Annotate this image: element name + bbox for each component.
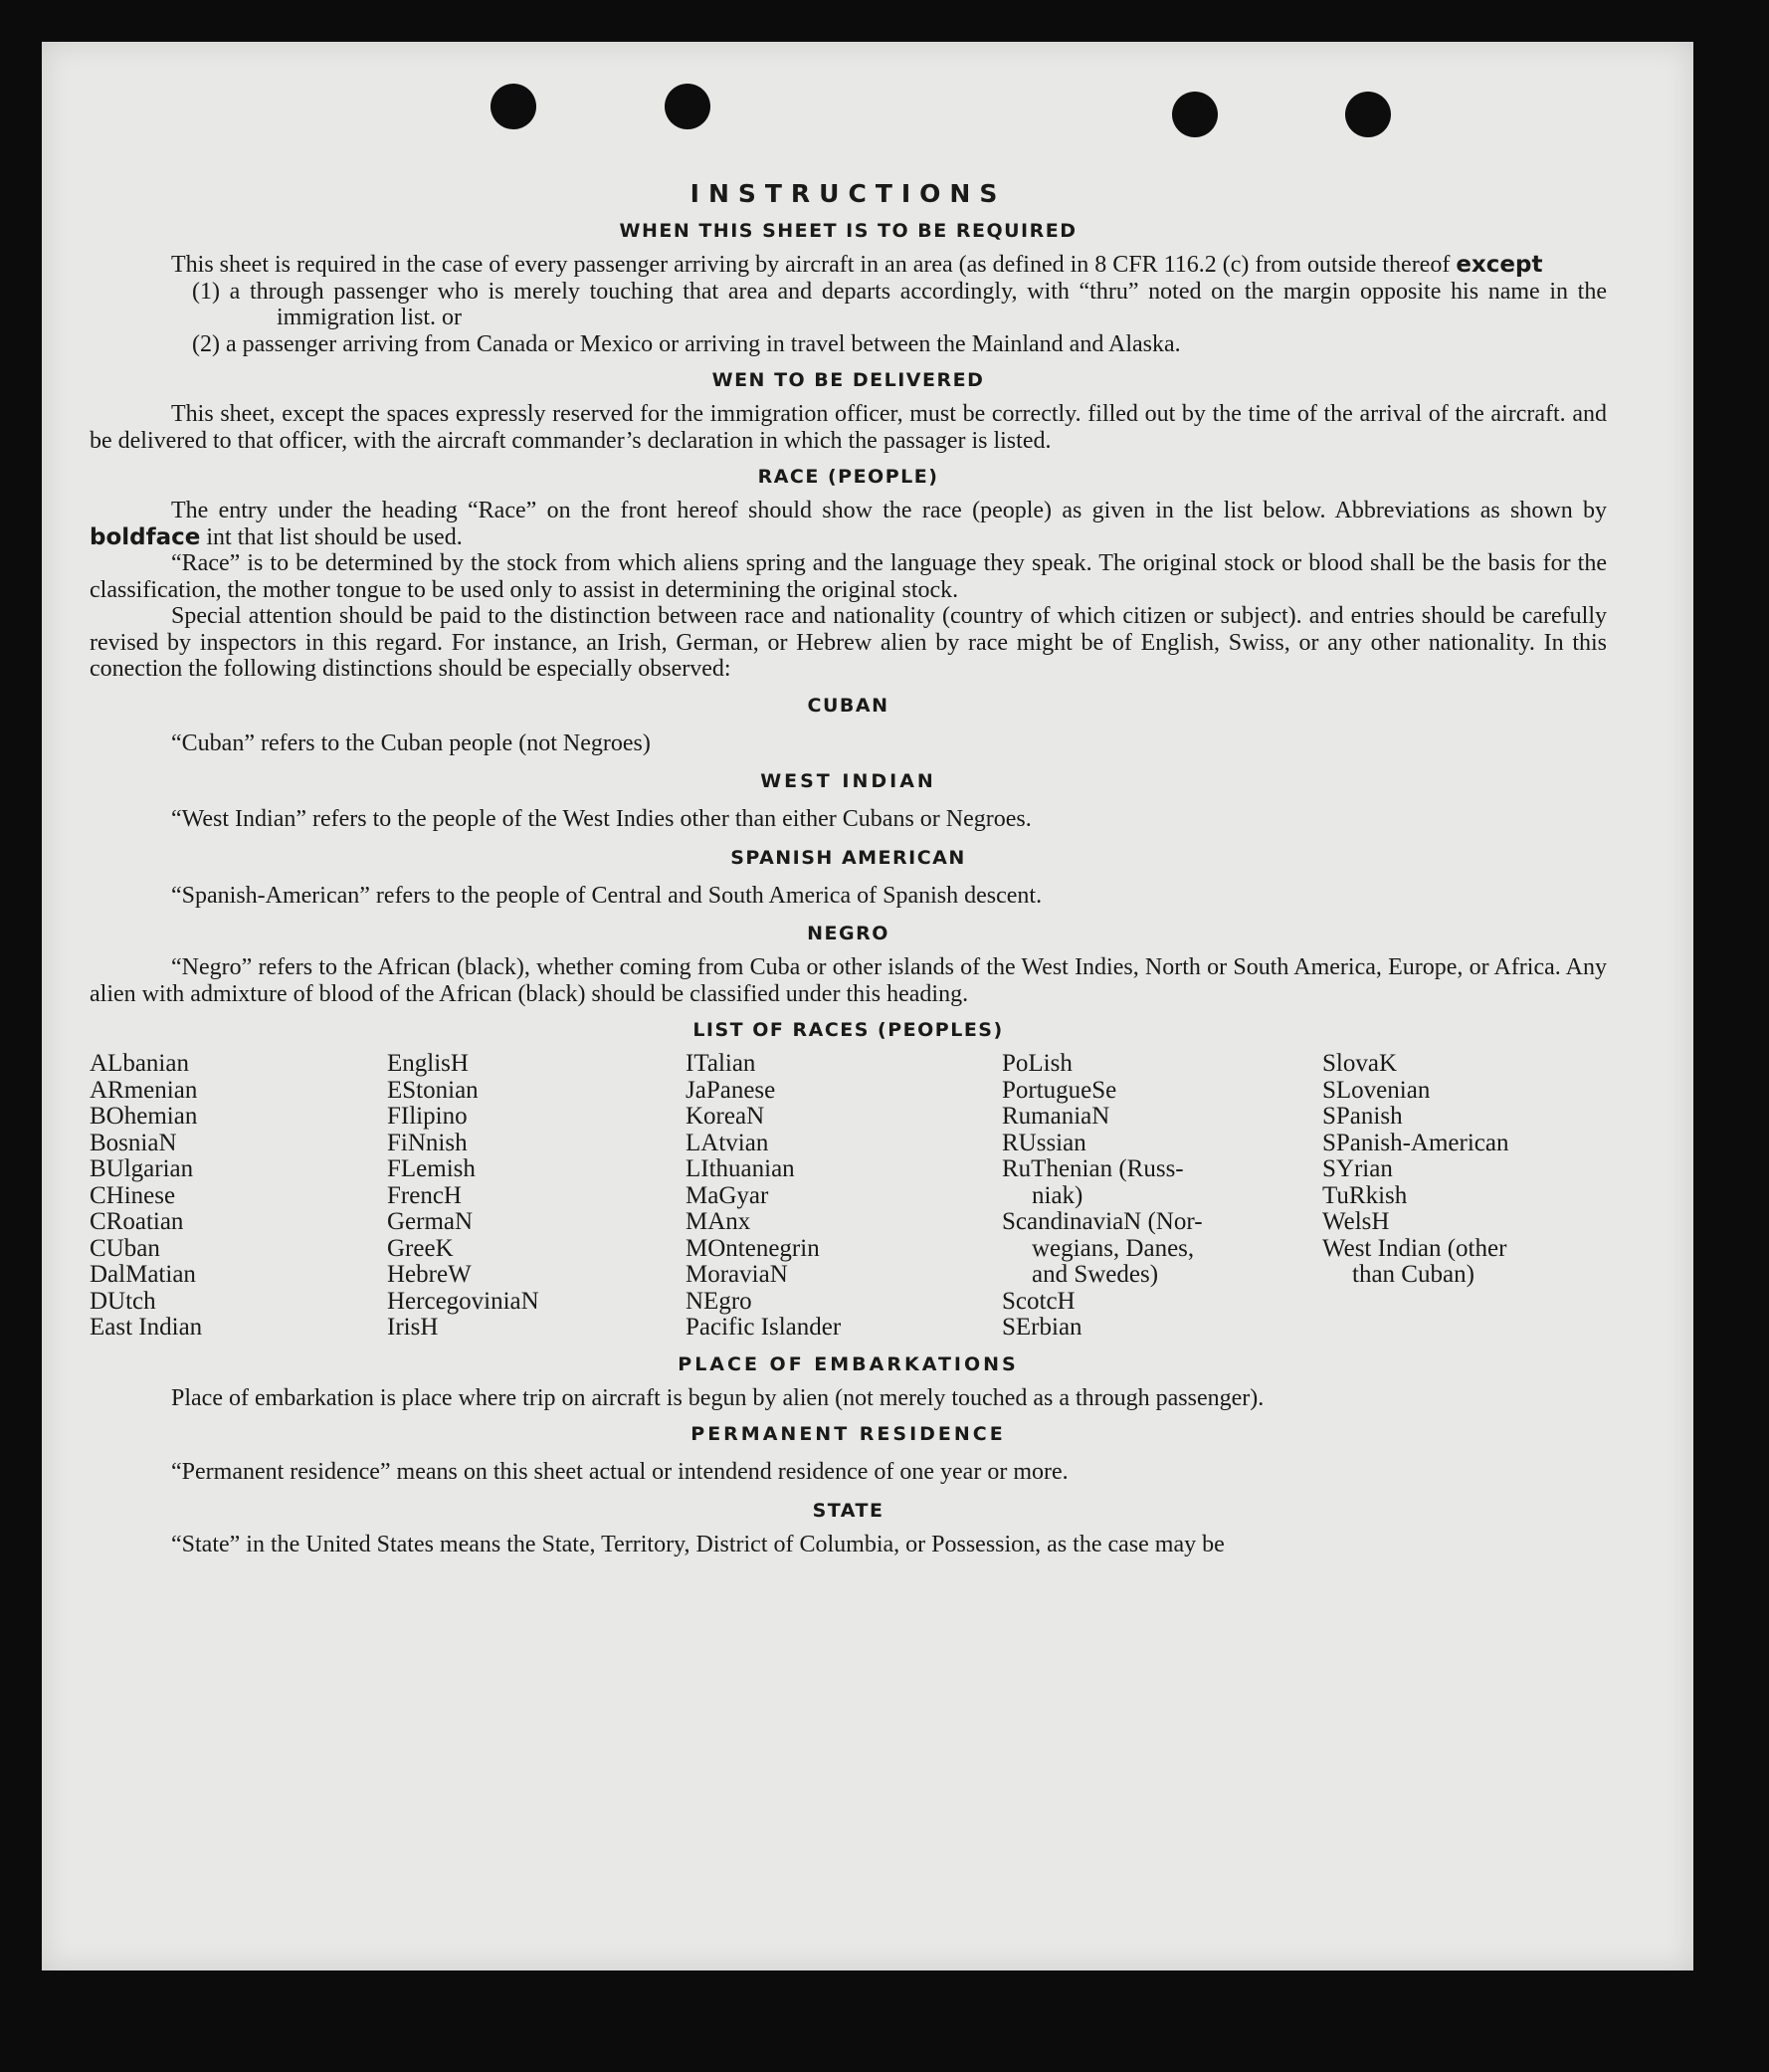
race-item: RUssian: [1002, 1129, 1086, 1156]
west-indian-text: “West Indian” refers to the people of the West Indies other than either Cubans or Negroes.: [171, 806, 1032, 832]
race-item: WelsH: [1322, 1208, 1390, 1235]
race-item: SLovenian: [1322, 1076, 1431, 1104]
race-item: SPanish: [1322, 1103, 1403, 1130]
race-item: NEgro: [686, 1287, 752, 1315]
race-item: ITalian: [686, 1050, 756, 1077]
race-item: ScotcH: [1002, 1287, 1076, 1315]
race-item: GreeK: [387, 1234, 454, 1262]
race-paragraph-3: Special attention should be paid to the distinction between race and nationality (country of which citizen or subject). and entries should be carefully revised by inspectors in this regard. For instance, an Irish, German, or Hebrew alien by race might be of English, Swiss, or any other nationality. In this conection the following distinctions should be especially observed:: [90, 603, 1607, 682]
races-list: [90, 1051, 1607, 1342]
race-item: RumaniaN: [1002, 1103, 1110, 1130]
exception-item-1: (1) a through passenger who is merely touching that area and departs accordingly, with “thru” noted on the margin opposite his name in the immigration list. or: [192, 278, 1607, 330]
heading-state: STATE: [812, 1499, 884, 1522]
race-item: KoreaN: [686, 1103, 765, 1130]
race-item: BosniaN: [90, 1129, 177, 1156]
races-column-1: [90, 1051, 387, 1342]
race-item: LIthuanian: [686, 1155, 795, 1182]
negro-text: “Negro” refers to the African (black), whether coming from Cuba or other islands of the West Indies, North or South America, Europe, or Africa. Any alien with admixture of blood of the African (black) should be classified under this heading.: [90, 954, 1607, 1007]
residence-text: “Permanent residence” means on this sheet actual or intendend residence of one year or more.: [171, 1459, 1069, 1485]
race-item: DalMatian: [90, 1261, 196, 1288]
race-item: EStonian: [387, 1076, 479, 1104]
punch-hole: [491, 84, 536, 129]
race-item: ALbanian: [90, 1050, 189, 1077]
heading-west-indian: WEST INDIAN: [760, 770, 936, 792]
heading-cuban: CUBAN: [807, 694, 889, 717]
document-body: [90, 179, 1607, 1557]
race-item: CHinese: [90, 1181, 176, 1209]
race-item: SErbian: [1002, 1314, 1082, 1341]
race-item: GermaN: [387, 1208, 474, 1235]
cuban-text: “Cuban” refers to the Cuban people (not Negroes): [171, 729, 651, 756]
race-item: niak): [1032, 1181, 1083, 1209]
exception-item-2: (2) a passenger arriving from Canada or Mexico or arriving in travel between the Mainland and Alaska.: [192, 330, 1181, 357]
heading-residence: PERMANENT RESIDENCE: [690, 1423, 1006, 1445]
delivered-text: This sheet, except the spaces expressly reserved for the immigration officer, must be correctly. filled out by the time of the arrival of the aircraft. and be delivered to that officer, with the aircraft commander’s declaration in which the passager is listed.: [90, 401, 1607, 454]
punch-hole: [1345, 92, 1391, 137]
race-item: PortugueSe: [1002, 1076, 1117, 1104]
punch-hole: [1172, 92, 1218, 137]
races-column-4: [1002, 1051, 1322, 1342]
race-item: FLemish: [387, 1155, 476, 1182]
race-item: LAtvian: [686, 1129, 769, 1156]
races-column-5: [1322, 1051, 1591, 1342]
races-column-3: [686, 1051, 1002, 1342]
race-paragraph-1: The entry under the heading “Race” on the front hereof should show the race (people) as given in the list below. Abbreviations as shown by boldface int that list should be used.: [90, 498, 1607, 550]
race-item: ScandinaviaN (Nor-: [1002, 1208, 1203, 1235]
race-item: FIlipino: [387, 1103, 468, 1130]
race-item: BUlgarian: [90, 1155, 194, 1182]
boldface-bold: boldface: [90, 523, 201, 550]
race-item: JaPanese: [686, 1076, 776, 1104]
race-item: East Indian: [90, 1314, 203, 1341]
race-item: MAnx: [686, 1208, 751, 1235]
race-item: DUtch: [90, 1287, 156, 1315]
race-item: MaGyar: [686, 1181, 769, 1209]
race-item: wegians, Danes,: [1032, 1234, 1195, 1262]
race-item: and Swedes): [1032, 1261, 1159, 1288]
race-item: HebreW: [387, 1261, 472, 1288]
heading-embarkation: PLACE OF EMBARKATIONS: [678, 1352, 1019, 1375]
race-item: West Indian (other: [1322, 1234, 1507, 1262]
race-item: TuRkish: [1322, 1181, 1408, 1209]
race-item: SYrian: [1322, 1155, 1393, 1182]
heading-delivered: WEN TO BE DELIVERED: [711, 369, 985, 391]
race-item: BOhemian: [90, 1103, 198, 1130]
races-column-2: [387, 1051, 686, 1342]
punch-hole: [665, 84, 710, 129]
race-item: FiNnish: [387, 1129, 468, 1156]
spanish-american-text: “Spanish-American” refers to the people of Central and South America of Spanish descent.: [171, 882, 1043, 909]
race-item: than Cuban): [1352, 1261, 1474, 1288]
race-item: ARmenian: [90, 1076, 198, 1104]
race-item: SPanish-American: [1322, 1129, 1509, 1156]
heading-race: RACE (PEOPLE): [757, 466, 939, 488]
race-item: EnglisH: [387, 1050, 469, 1077]
race-item: HercegoviniaN: [387, 1287, 539, 1315]
race-item: CUban: [90, 1234, 160, 1262]
race-item: SlovaK: [1322, 1050, 1397, 1077]
when-required-intro: This sheet is required in the case of every passenger arriving by aircraft in an area (as defined in 8 CFR 116.2 (c) from outside thereof except: [171, 252, 1543, 278]
heading-negro: NEGRO: [807, 923, 889, 944]
document-title: INSTRUCTIONS: [689, 179, 1007, 208]
race-item: MoraviaN: [686, 1261, 788, 1288]
race-item: MOntenegrin: [686, 1234, 820, 1262]
state-text: “State” in the United States means the State, Territory, District of Columbia, or Possession, as the case may be: [171, 1531, 1225, 1557]
race-item: CRoatian: [90, 1208, 184, 1235]
document-page: [42, 42, 1693, 1970]
race-item: PoLish: [1002, 1050, 1073, 1077]
embarkation-text: Place of embarkation is place where trip on aircraft is begun by alien (not merely touched as a through passenger).: [171, 1384, 1265, 1411]
race-item: FrencH: [387, 1181, 462, 1209]
except-bold: except: [1456, 252, 1543, 278]
race-item: RuThenian (Russ-: [1002, 1155, 1184, 1182]
race-item: Pacific Islander: [686, 1314, 842, 1341]
race-item: IrisH: [387, 1314, 439, 1341]
heading-list-of-races: LIST OF RACES (PEOPLES): [692, 1019, 1004, 1041]
heading-spanish-american: SPANISH AMERICAN: [730, 846, 966, 869]
race-paragraph-2: “Race” is to be determined by the stock from which aliens spring and the language they speak. The original stock or blood shall be the basis for the classification, the mother tongue to be used only to assist in determining the original stock.: [90, 550, 1607, 603]
heading-when-required: WHEN THIS SHEET IS TO BE REQUIRED: [619, 220, 1078, 242]
